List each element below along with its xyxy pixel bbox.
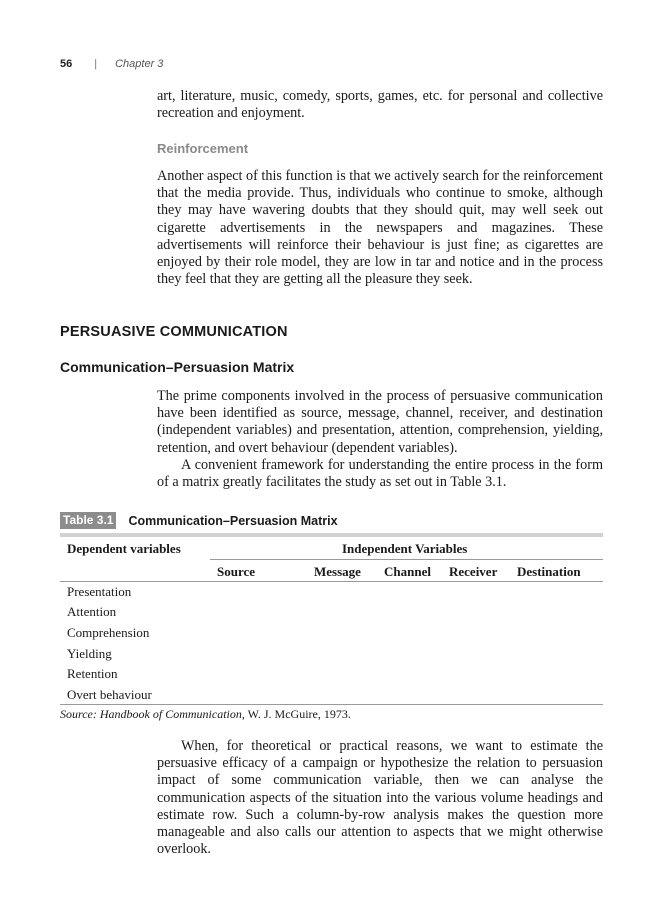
subsection-title: Communication–Persuasion Matrix (60, 359, 295, 375)
header-separator: | (94, 58, 98, 70)
table-title: Communication–Persuasion Matrix (128, 513, 338, 528)
chapter-label: Chapter 3 (115, 58, 164, 70)
independent-header-rule (210, 559, 603, 560)
paragraph-estimate: When, for theoretical or practical reasons, we want to estimate the persuasive efficacy of a campaign or hypothesize the relation to persuasion impact of some communication variable, then we can analyse the communication aspects of the situation into the various volume headings and estimate row. Such a column-by-row analysis makes the question more manageable and also calls our attention to aspects that we might otherwise overlook. (157, 738, 603, 858)
paragraph-components: The prime components involved in the process of persuasive communication have been identified as source, message, channel, receiver, and destination (independent variables) and presentation, attention, comprehension, yielding, retention, and overt behaviour (dependent variables). (157, 388, 603, 456)
paragraph-recreation: art, literature, music, comedy, sports, games, etc. for personal and collective recreation and enjoyment. (157, 88, 603, 122)
table-source-reference: Source: Handbook of Communication, (60, 707, 245, 721)
column-header-channel: Channel (384, 564, 431, 579)
column-header-rule (60, 581, 603, 582)
table-bottom-rule (60, 704, 603, 705)
table-source-note (60, 707, 351, 722)
column-header-source: Source (217, 564, 256, 579)
table-source-author: W. J. McGuire, 1973. (244, 707, 351, 721)
row-label-comprehension: Comprehension (67, 625, 150, 640)
section-title: PERSUASIVE COMMUNICATION (60, 324, 288, 340)
row-label-presentation: Presentation (67, 584, 132, 599)
row-label-overt-behaviour: Overt behaviour (67, 687, 152, 702)
column-header-destination: Destination (517, 564, 581, 579)
row-label-retention: Retention (67, 666, 118, 681)
reinforcement-heading: Reinforcement (157, 141, 249, 156)
independent-variables-header: Independent Variables (342, 541, 468, 556)
page-number: 56 (60, 58, 73, 70)
table-number-tag: Table 3.1 (60, 512, 116, 529)
paragraph-framework: A convenient framework for understanding the entire process in the form of a matrix greatly facilitates the study as set out in Table 3.1. (157, 457, 603, 491)
table-top-rule (60, 533, 603, 537)
row-label-attention: Attention (67, 604, 117, 619)
dependent-variables-header: Dependent variables (67, 541, 181, 556)
paragraph-reinforcement: Another aspect of this function is that we actively search for the reinforcement that the media provide. Thus, individuals who continue to smoke, although they may have wavering doubts that they should quit, may well seek out cigarette advertisements in the newspapers and magazines. These advertisements will reinforce their behaviour is just fine; as cigarettes are enjoyed by their role model, they are low in tar and notice and in the process they feel that they are getting all the pleasure they seek. (157, 168, 603, 288)
running-header (60, 58, 163, 70)
column-header-message: Message (314, 564, 361, 579)
row-label-yielding: Yielding (67, 646, 112, 661)
table-caption (60, 512, 338, 529)
column-header-receiver: Receiver (449, 564, 498, 579)
